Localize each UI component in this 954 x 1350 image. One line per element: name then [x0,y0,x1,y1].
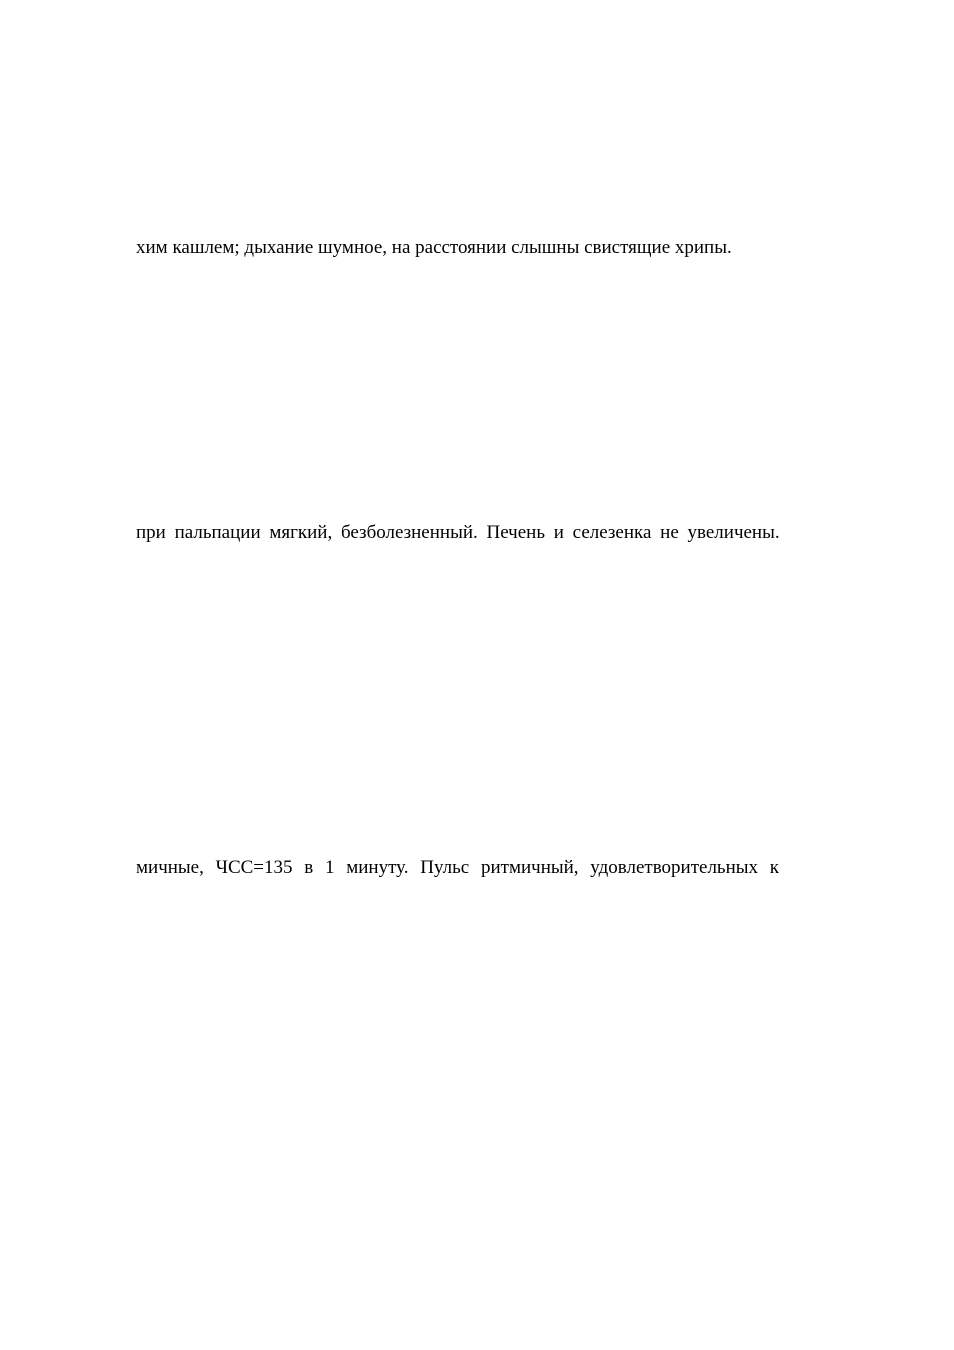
text-line-heart-rate: мичные, ЧСС=135 в 1 минуту. Пульс ритмичный, удовлетворительных к [136,857,780,878]
text-line-respiratory: хим кашлем; дыхание шумное, на расстоянии слышны свистящие хрипы. [136,237,732,258]
text-line-abdomen: при пальпации мягкий, безболезненный. Печень и селезенка не увеличены. [136,522,780,543]
